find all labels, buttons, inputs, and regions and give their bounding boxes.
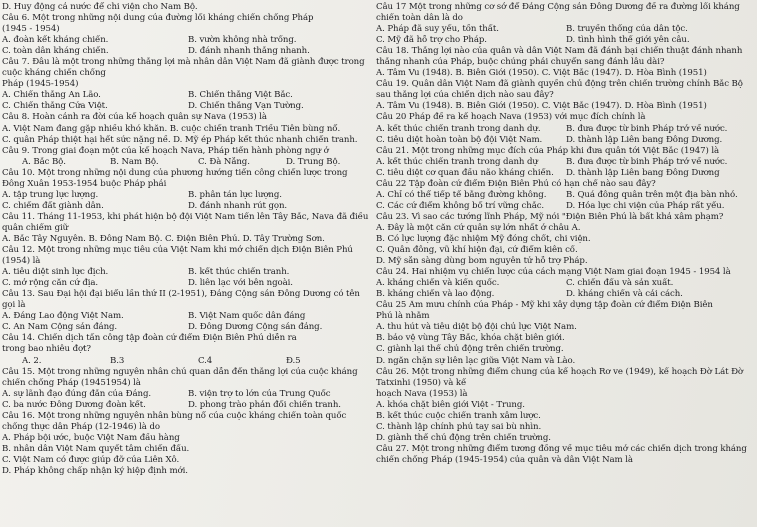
question-text: Câu 14. Chiến dịch tấn công tập đoàn cứ điểm Điện Biên Phủ diễn ra bbox=[2, 333, 297, 344]
answer-option: B. viện trợ to lớn của Trung Quốc bbox=[188, 388, 331, 399]
answer-option: B. đưa được từ binh Pháp trở về nước. bbox=[566, 123, 728, 134]
text-line: cuộc kháng chiến chống bbox=[2, 68, 106, 79]
answer-option: A. thu hút và tiêu diệt bộ đội chủ lực Việt Nam. bbox=[376, 322, 577, 333]
answer-options-row bbox=[2, 400, 374, 411]
answer-option: A. tiêu diệt sinh lực địch. bbox=[2, 267, 109, 278]
answer-option: C. giành lại thế chủ động trên chiến trường. bbox=[376, 344, 564, 355]
question-text: Câu 24. Hai nhiệm vụ chiến lược của cách mạng Việt Nam giai đoạn 1945 - 1954 là bbox=[376, 267, 731, 278]
answer-option: C. quân Pháp thiệt hại hết sức nặng nề. D. Mỹ ép Pháp kết thúc nhanh chiến tranh. bbox=[2, 134, 358, 145]
answer-option: D. tình hình thế giới yên câu. bbox=[566, 35, 690, 46]
question-text: Câu 9. Trong giai đoạn một của kế hoạch Nava, Pháp tiến hành phòng ngự ở bbox=[2, 145, 329, 156]
answer-option: C. Quân đông, vũ khí hiện đại, cứ điểm kiên cố. bbox=[376, 245, 578, 256]
answer-option: A. Bắc Bộ. bbox=[22, 156, 66, 167]
question-text: Câu 21. Một trong những mục đích của Pháp khi đưa quân tới Việt Bắc (1947) là bbox=[376, 145, 720, 156]
answer-option: B. kháng chiến và lao động. bbox=[376, 289, 495, 300]
question-text: Câu 8. Hoàn cảnh ra đời của kế hoạch quân sự Nava (1953) là bbox=[2, 112, 267, 123]
answer-option: Đ.5 bbox=[286, 355, 301, 366]
answer-options-row bbox=[2, 101, 374, 112]
answer-option: D. thành lập Liên bang Đông Dương bbox=[566, 167, 720, 178]
answer-options-row bbox=[2, 311, 374, 322]
text-line: (1945 - 1954) bbox=[2, 24, 60, 35]
question-text: Câu 26. Một trong những điểm chung của kế hoạch Rơ ve (1949), kế hoạch Đờ Lát Đờ bbox=[376, 366, 743, 377]
answer-option: C. mở rộng căn cứ địa. bbox=[2, 278, 99, 289]
text-line: thắng nhanh của Pháp, buộc chúng phải chuyển sang đánh lâu dài? bbox=[376, 57, 665, 68]
answer-options-row bbox=[376, 35, 756, 46]
answer-option: D. Hỏa lực chi viện của Pháp rất yếu. bbox=[566, 200, 725, 211]
answer-options-row bbox=[376, 124, 756, 135]
answer-option: B. Nam Bộ. bbox=[110, 156, 159, 167]
answer-option: C. thành lập chính phủ tay sai bù nhìn. bbox=[376, 421, 542, 432]
text-line: Đông Xuân 1953-1954 buộc Pháp phải bbox=[2, 178, 167, 189]
answer-option: D. phong trào phản đối chiến tranh. bbox=[188, 399, 341, 410]
text-line: Tatxinhi (1950) và kế bbox=[376, 377, 467, 388]
answer-option: A. Chiến thắng An Lão. bbox=[2, 90, 101, 101]
answer-option: A. Bắc Tây Nguyên. B. Đông Nam Bộ. C. Điện Biên Phủ. D. Tây Trường Sơn. bbox=[2, 233, 325, 244]
answer-option: D. kháng chiến và cải cách. bbox=[566, 289, 683, 300]
text-line: trong bao nhiêu đợt? bbox=[2, 344, 91, 355]
answer-option: B. phân tán lực lượng. bbox=[188, 189, 282, 200]
answer-option: C. tiêu diệt cơ quan đầu não kháng chiến. bbox=[376, 167, 554, 178]
answer-option: B. đưa được từ binh Pháp trở về nước. bbox=[566, 156, 728, 167]
answer-options-row bbox=[2, 46, 374, 57]
answer-option: C. chiến đấu và sản xuất. bbox=[566, 278, 674, 289]
right-column bbox=[376, 2, 756, 466]
text-line: chiến chống Pháp (1945-1954) của quân và dân Việt Nam là bbox=[376, 454, 633, 465]
question-text: Câu 20 Pháp đề ra kế hoạch Nava (1953) với mục đích chính là bbox=[376, 112, 646, 123]
answer-option: A. kết thúc chiến tranh trong danh dự bbox=[376, 156, 538, 167]
left-column bbox=[2, 2, 374, 477]
question-text: Câu 15. Một trong những nguyên nhân chủ quan dẫn đến thắng lợi của cuộc kháng bbox=[2, 366, 358, 377]
answer-option: D. Mỹ sẵn sàng dùng bom nguyên tử hỗ trợ Pháp. bbox=[376, 256, 588, 267]
answer-option: A. Tâm Vu (1948). B. Biên Giới (1950). C. Việt Bắc (1947). D. Hòa Bình (1951) bbox=[376, 101, 707, 112]
answer-option: A. kháng chiến và kiến quốc. bbox=[376, 278, 500, 289]
question-text: Câu 27. Một trong những điểm tương đồng về mục tiêu mở các chiến dịch trong kháng bbox=[376, 443, 747, 454]
text-line: chiến chống Pháp (19451954) là bbox=[2, 377, 141, 388]
answer-options-row bbox=[376, 157, 756, 168]
answer-option: C. toàn dân kháng chiến. bbox=[2, 46, 109, 57]
answer-option: D. Trung Bộ. bbox=[286, 156, 341, 167]
answer-option: A. kết thúc chiến tranh trong danh dự. bbox=[376, 123, 541, 134]
answer-option: C. Mỹ đã hỗ trợ cho Pháp. bbox=[376, 35, 487, 46]
text-line: sau thắng lợi của chiến dịch nào sau đây? bbox=[376, 90, 554, 101]
question-text: Câu 25 Âm mưu chính của Pháp - Mỹ khi xây dựng tập đoàn cứ điểm Điện Biên bbox=[376, 300, 713, 311]
answer-option: B. vườn không nhà trống. bbox=[188, 35, 297, 46]
answer-option: B. truyền thống của dân tộc. bbox=[566, 24, 688, 35]
answer-option: A. Đảng Lao động Việt Nam. bbox=[2, 311, 124, 322]
answer-options-row bbox=[2, 389, 374, 400]
answer-option: C. chiếm đất giành dân. bbox=[2, 200, 104, 211]
answer-option: A. tập trung lực lượng. bbox=[2, 189, 99, 200]
answer-option: B. bảo vệ vùng Tây Bắc, khóa chặt biên giới. bbox=[376, 333, 565, 344]
answer-option: A. Pháp đã suy yếu, tồn thất. bbox=[376, 24, 499, 35]
answer-options-row bbox=[2, 90, 374, 101]
answer-option: D. Chiến thắng Vạn Tường. bbox=[188, 101, 304, 112]
question-text: Câu 6. Một trong những nội dung của đường lối kháng chiến chống Pháp bbox=[2, 13, 314, 24]
answer-option: D. Đông Dương Cộng sản đảng. bbox=[188, 322, 323, 333]
answer-options-row bbox=[2, 356, 374, 367]
answer-option: B. Chiến thắng Việt Bắc. bbox=[188, 90, 293, 101]
answer-option: A. đoàn kết kháng chiến. bbox=[2, 35, 109, 46]
answer-option: A. Tâm Vu (1948). B. Biên Giới (1950). C. Việt Bắc (1947). D. Hòa Bình (1951) bbox=[376, 68, 707, 79]
answer-options-row bbox=[2, 278, 374, 289]
answer-option: D. ngăn chặn sự liên lạc giữa Việt Nam và Lào. bbox=[376, 355, 576, 366]
answer-option: A. Pháp bội ước, buộc Việt Nam đầu hàng bbox=[2, 432, 180, 443]
answer-options-row bbox=[2, 190, 374, 201]
question-text: Câu 12. Một trong những mục tiêu của Việt Nam khi mở chiến dịch Điện Biên Phủ bbox=[2, 245, 353, 256]
text-line: hoạch Nava (1953) là bbox=[376, 388, 468, 399]
answer-options-row bbox=[376, 201, 756, 212]
answer-options-row bbox=[376, 289, 756, 300]
answer-option: C. An Nam Cộng sản đảng. bbox=[2, 322, 118, 333]
answer-option: C.4 bbox=[198, 355, 213, 366]
answer-option: C. Chiến thắng Cửa Việt. bbox=[2, 101, 108, 112]
answer-option: C. Các cứ điểm không bố trí vững chắc. bbox=[376, 200, 545, 211]
question-text: Câu 16. Một trong những nguyên nhân bùng nổ của cuộc kháng chiến toàn quốc bbox=[2, 410, 347, 421]
answer-options-row bbox=[2, 267, 374, 278]
text-line: Pháp (1945-1954) bbox=[2, 79, 79, 90]
answer-option: A. sự lãnh đạo đúng đắn của Đảng. bbox=[2, 388, 151, 399]
answer-option: A. Việt Nam đang gặp nhiều khó khăn. B. cuộc chiến tranh Triều Tiên bùng nổ. bbox=[2, 123, 341, 134]
text-line: chiến toàn dân là do bbox=[376, 13, 463, 24]
answer-option: B. kết thúc cuộc chiến tranh xâm lược. bbox=[376, 410, 541, 421]
answer-option: B. kết thúc chiến tranh. bbox=[188, 267, 290, 278]
answer-options-row bbox=[2, 35, 374, 46]
answer-option: D. Pháp không chấp nhận ký hiệp định mới. bbox=[2, 465, 188, 476]
answer-options-row bbox=[376, 278, 756, 289]
answer-option: C. Đà Nẵng. bbox=[198, 156, 250, 167]
answer-options-row bbox=[2, 201, 374, 212]
text-line: (1954) là bbox=[2, 256, 41, 267]
answer-option: A. Chỉ có thể tiếp tế bằng đường không. bbox=[376, 189, 547, 200]
answer-option: A. Đây là một căn cứ quân sự lớn nhất ở châu Á. bbox=[376, 222, 581, 233]
answer-options-row bbox=[376, 168, 756, 179]
answer-option: B.3 bbox=[110, 355, 125, 366]
answer-option: B. Việt Nam quốc dân đảng bbox=[188, 311, 306, 322]
question-text: Câu 7. Đâu là một trong những thắng lợi mà nhân dân Việt Nam đã giành được trong bbox=[2, 57, 365, 68]
question-text: Câu 23. Vì sao các tướng lĩnh Pháp, Mỹ nói "Điện Biên Phủ là bất khả xâm phạm? bbox=[376, 211, 724, 222]
question-text: Câu 11. Tháng 11-1953, khi phát hiện bộ đội Việt Nam tiến lên Tây Bắc, Nava đã điều bbox=[2, 211, 369, 222]
answer-option: B. nhân dân Việt Nam quyết tâm chiến đấu. bbox=[2, 443, 190, 454]
answer-options-row bbox=[376, 190, 756, 201]
answer-option: D. Huy động cả nước để chi viện cho Nam Bộ. bbox=[2, 2, 198, 12]
question-text: Câu 19. Quân dân Việt Nam đã giành quyền chủ động trên chiến trường chính Bắc Bộ bbox=[376, 79, 743, 90]
answer-option: D. đánh nhanh rút gọn. bbox=[188, 200, 288, 211]
answer-option: A. khóa chặt biên giới Việt - Trung. bbox=[376, 399, 525, 410]
question-text: Câu 18. Thắng lợi nào của quân và dân Việt Nam đã đánh bại chiến thuật đánh nhanh bbox=[376, 46, 743, 57]
answer-options-row bbox=[2, 322, 374, 333]
text-line: chống thực dân Pháp (12-1946) là do bbox=[2, 421, 160, 432]
answer-option: D. thành lập Liên bang Đông Dương. bbox=[566, 134, 723, 145]
answer-option: A. 2. bbox=[22, 355, 42, 366]
answer-options-row bbox=[376, 24, 756, 35]
answer-option: D. đánh nhanh thắng nhanh. bbox=[188, 46, 310, 57]
answer-option: D. liên lạc với bên ngoài. bbox=[188, 278, 293, 289]
answer-options-row bbox=[2, 157, 374, 168]
answer-option: C. ba nước Đông Dương đoàn kết. bbox=[2, 399, 146, 410]
answer-option: C. Việt Nam có được giúp đỡ của Liên Xô. bbox=[2, 454, 180, 465]
answer-option: B. Có lực lượng đặc nhiệm Mỹ đóng chốt, chi viện. bbox=[376, 233, 591, 244]
text-line: Phủ là nhằm bbox=[376, 311, 430, 322]
answer-option: D. giành thế chủ động trên chiến trường. bbox=[376, 432, 551, 443]
answer-options-row bbox=[376, 135, 756, 146]
question-text: Câu 17 Một trong những cơ sở để Đảng Cộng sản Đông Dương đề ra đường lối kháng bbox=[376, 2, 740, 12]
text-line: gọi là bbox=[2, 300, 26, 311]
question-text: Câu 13. Sau Đại hội đại biểu lần thứ II (2-1951), Đảng Cộng sản Đông Dương có tên bbox=[2, 289, 360, 300]
question-text: Câu 10. Một trong những nội dung của phương hướng tiến công chiến lược trong bbox=[2, 167, 348, 178]
question-text: Câu 22 Tập đoàn cứ điểm Điện Biên Phủ có hạn chế nào sau đây? bbox=[376, 178, 656, 189]
answer-option: B. Quá đông quân trên một địa bàn nhỏ. bbox=[566, 189, 738, 200]
text-line: quân chiếm giữ bbox=[2, 222, 69, 233]
answer-option: C. tiêu diệt hoàn toàn bộ đội Việt Nam. bbox=[376, 134, 543, 145]
